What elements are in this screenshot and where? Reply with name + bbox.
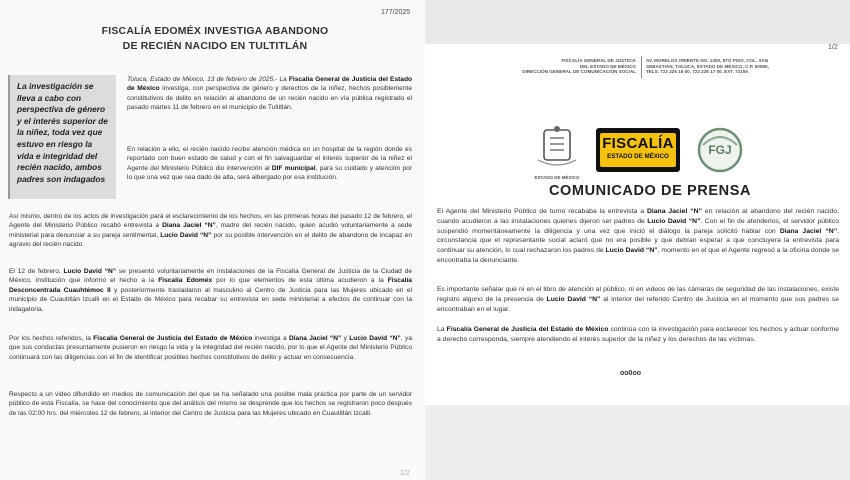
org-name: Fiscalía General de Justicia del Estado de México <box>446 326 609 333</box>
bottom-gray-band <box>425 405 850 480</box>
right-paragraph-1 <box>437 207 839 266</box>
summary-box <box>8 75 116 199</box>
dif-name: DIF municipal <box>271 164 316 172</box>
fiscalia-logo-badge <box>600 133 676 167</box>
paragraph-4 <box>9 267 412 314</box>
fgj-text: FGJ <box>708 143 732 157</box>
header-address <box>646 58 836 75</box>
header-line: DIRECCIÓN GENERAL DE COMUNICACIÓN SOCIAL <box>522 69 636 75</box>
text-run: al interior del referido Centro de Justicia en el momento que sus padres se encontraban en el lugar. <box>437 295 839 313</box>
paragraph-6: Respecto a un video difundido en medios de comunicación del que se ha señalado una posible mala práctica por parte de un servidor público de esta Fiscalía, se hace del conocimiento que del análisis del mismo se desprende que los hechos se registraron poco después de las 02:00 hrs. del miércoles 12 de febrero, al interior del Centro de Justicia para las Mujeres ubicado en Cuautitlán Izcalli. <box>9 391 412 417</box>
person-name: Diana Jaciel “N” <box>162 222 216 230</box>
paragraph-3 <box>9 212 412 250</box>
person-name: Diana Jaciel “N” <box>288 335 342 342</box>
title-line-1: FISCALÍA EDOMÉX INVESTIGA ABANDONO <box>101 25 329 37</box>
header-line: DEL ESTADO DE MÉXICO <box>579 63 636 69</box>
page-title <box>70 24 360 54</box>
coat-of-arms-icon <box>530 124 584 170</box>
header-institution <box>470 58 636 75</box>
text-run: en relación al abandono del recién nacido, cuando acudieron a las instalaciones quienes dijeron ser padres de <box>437 208 839 225</box>
header-divider <box>641 56 642 78</box>
text-run: , circunstancia que el representante social aclaró que no era posible y que debían esperar a que concluyera la entrevista para continuar su atención, lo cual rechazaron los padres de <box>437 227 839 255</box>
fgj-logo <box>697 127 743 173</box>
summary-text: La investigación se lleva a cabo con perspectiva de género y el interés superior de la niñez, toda vez que estuvo en riesgo la vida e integridad del recién nacido, ambos padres son indagados <box>17 81 108 184</box>
right-page-number: 1/2 <box>828 44 838 51</box>
org-name: Fiscalía Edoméx <box>158 277 213 285</box>
top-gray-band <box>425 0 850 44</box>
person-name: Lucio David “N” <box>349 335 401 342</box>
closing-mark: oo0oo <box>620 370 641 377</box>
right-paragraph-2 <box>437 285 839 314</box>
text-run: por lo que elementos de esta última acudieron a la <box>212 277 388 285</box>
fiscalia-wordmark: FISCALÍA <box>602 135 674 152</box>
text-run: continúa con la investigación para esclarecer los hechos y actuar conforme a derecho corresponda, siempre atendiendo el interés superior de la niñez y los derechos de las víctimas. <box>437 326 840 343</box>
text-run: Así mismo, dentro de los actos de investigación para el esclarecimiento de los hechos, en las primeras horas del pasado 12 de febrero, el Agente del Ministerio Público recabó entrevista a <box>9 213 412 230</box>
text-run: y <box>341 335 350 342</box>
person-name: Diana Jaciel “N” <box>779 227 838 235</box>
person-name: Lucio David “N” <box>63 268 117 275</box>
text-run: El Agente del Ministerio Público de turno recababa la entrevista a <box>437 208 647 215</box>
person-name: Lucio David “N” <box>647 217 701 225</box>
person-name: Lucio David “N” <box>605 247 658 255</box>
fiscalia-subtitle: ESTADO DE MÉXICO <box>607 153 669 160</box>
org-name: Fiscalía Desconcentrada Cuauhtémoc II <box>9 277 412 294</box>
paragraph-1 <box>127 75 412 113</box>
doc-number: 177/2025 <box>381 9 411 16</box>
title-line-2: DE RECIÉN NACIDO EN TULTITLÁN <box>122 40 308 52</box>
text-run: , ya que sus conductas presuntamente pusieron en riesgo la vida y la integridad del recién nacido, por lo que el Agente del Ministerio Público continuará con las diligencias con el fin de identificar posibles hechos constitutivos de delito y actuar en consecuencia. <box>9 335 412 361</box>
press-release-heading: COMUNICADO DE PRENSA <box>548 183 752 199</box>
text-run: Es importante señalar que ni en el libro de atención al público, ni en videos de las cámaras de seguridad de las instalaciones, existe registro alguno de la presencia de <box>437 286 839 303</box>
text-run: investiga, con perspectiva de género y derechos de la niñez, hechos posiblemente constitutivos de delito en relación al abandono de un recién nacido en vía pública registrado el pasado martes 11 de febrero en el municipio de Tultitlán. <box>127 85 412 112</box>
fiscalia-logo <box>596 128 680 172</box>
text-run: Por los hechos referidos, la <box>9 335 94 342</box>
org-name: Fiscalía General de Justicia del Estado de México <box>127 76 413 93</box>
estado-caption: ESTADO DE MÉXICO <box>534 175 580 180</box>
text-run: , madre del recién nacido, quien acudió voluntariamente a sede ministerial para denunciar a su pareja sentimental, <box>9 222 412 239</box>
text-run: investiga a <box>252 335 289 342</box>
text-run: , momento en el que el Agente regresó a la oficina donde se encontraba la denunciante. <box>437 247 840 264</box>
org-name: Fiscalía General de Justicia del Estado de México <box>93 335 253 342</box>
header-line: AV. MORELOS ORIENTE NO. 1300, 6TO PISO, COL. SAN <box>646 58 769 63</box>
person-name: Lucio David “N” <box>160 231 212 239</box>
header-line: SEBASTIÁN, TOLUCA, ESTADO DE MÉXICO, C.P. 50090, <box>646 63 769 69</box>
dateline: Toluca, Estado de México, 13 de febrero de 2025.- <box>127 76 278 83</box>
text-run: La <box>277 76 289 83</box>
person-name: Lucio David “N” <box>546 295 601 303</box>
right-paragraph-3 <box>437 325 839 345</box>
text-run: y posteriormente trasladaron al masculino al Centro de Justicia para las Mujeres ubicado en el municipio de Cuautitlán Izcalli en el Estado de México para recabar su entrevista en sede ministerial a efectos de continuar con la indagatoria. <box>9 286 412 313</box>
text-run: El 12 de febrero, <box>9 268 64 275</box>
text-run: , para su cuidado y atención por lo que una vez que sea dado de alta, será albergado por esa institución. <box>127 164 412 182</box>
person-name: Diana Jaciel “N” <box>646 208 702 215</box>
header-line: TELS. 722 226 16 00, 722 226 17 00, EXT. 73155 <box>646 69 748 75</box>
page-mark: 1/2 <box>400 470 410 477</box>
paragraph-2 <box>127 145 412 183</box>
text-run: En relación a ello, el recién nacido recibe atención médica en un hospital de la región donde es reportado con buen estado de salud y con el fin salvaguardar el interés superior de la niñez el Agente del Ministerio Público dio intervención al <box>127 146 412 172</box>
text-run: por su posible intervención en el delito de abandono de incapaz en agravio del recién nacido. <box>9 231 412 249</box>
header-line: FISCALÍA GENERAL DE JUSTICIA <box>561 58 636 63</box>
text-run: La <box>437 326 447 333</box>
estado-de-mexico-logo <box>530 124 584 180</box>
text-run: se presentó voluntariamente en instalaciones de la Fiscalía General de Justicia de la Ciudad de México, institución que informó el hecho a la <box>9 268 412 285</box>
text-run: . Con el fin de atenderlos, el servidor público suspendió momentáneamente la diligencia y una vez que inició el diálogo la pareja solicitó hablar con <box>437 217 839 235</box>
paragraph-5 <box>9 334 412 362</box>
